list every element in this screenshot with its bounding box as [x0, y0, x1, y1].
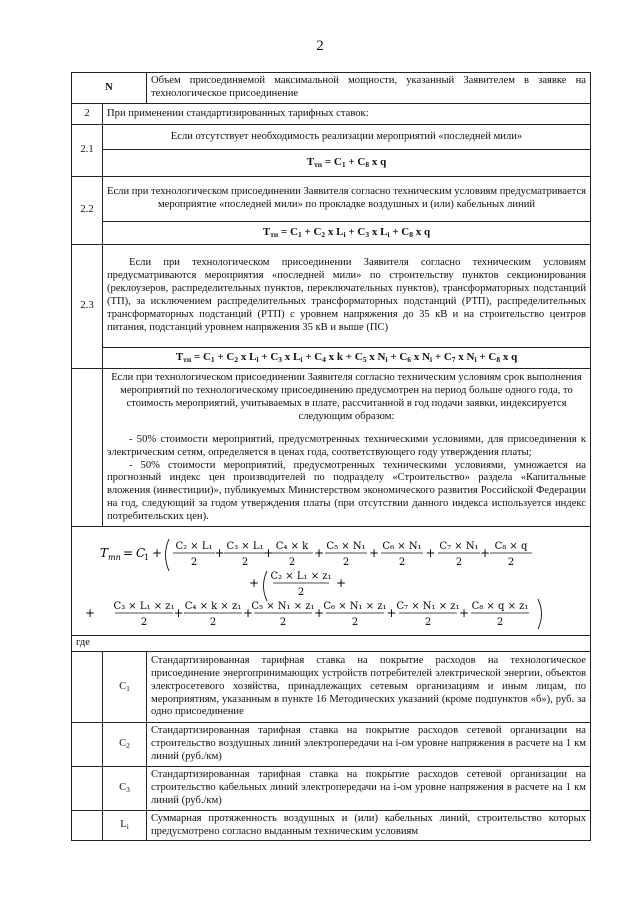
formula-term-6-denominator: 2 — [455, 557, 463, 569]
formula-plus-l3-3: + — [313, 606, 325, 621]
formula-term-l3-1-numerator: C₃ × L₁ × z₁ — [113, 601, 175, 613]
formula-term-1-denominator: 2 — [190, 557, 198, 569]
table-row — [72, 636, 591, 652]
indexation-cell — [103, 369, 591, 527]
formula-term-l3-3-denominator: 2 — [279, 617, 287, 629]
formula-plus-3: + — [313, 546, 325, 561]
formula-plus-l3-5: + — [458, 606, 470, 621]
formula-term-l3-4-denominator: 2 — [351, 617, 359, 629]
table-row — [72, 527, 591, 636]
formula-open-paren — [166, 539, 170, 571]
formula-term-3-numerator: C₄ × k — [275, 541, 309, 553]
page-number: 2 — [316, 38, 324, 54]
formula-term-4-numerator: C₅ × N₁ — [326, 541, 366, 553]
row-23-num: 2.3 — [72, 245, 103, 369]
formula-term-l3-1-denominator: 2 — [140, 617, 148, 629]
row-21-formula: $Т_{тп} = С_1 + С_8$ х q — [103, 150, 591, 177]
formula-term-l3-2-numerator: C₄ × k × z₁ — [184, 601, 242, 613]
formula-term-l3-5-numerator: C₇ × N₁ × z₁ — [396, 601, 460, 613]
formula-plus-l3-4: + — [386, 606, 397, 621]
def-symbol-c3: $С_3$ — [103, 766, 147, 810]
formula-term-5-denominator: 2 — [398, 557, 406, 569]
def-text-li: Суммарная протяженность воздушных и (или) кабельных линий, строительство которых предусмотрено согласно выданным техническим условиям — [147, 810, 591, 841]
formula-term-5-numerator: C₆ × N₁ — [382, 541, 422, 553]
formula-term-l2-denominator: 2 — [297, 587, 305, 599]
def-text-c2: Стандартизированная тарифная ставка на покрытие расходов сетевой организации на строительство воздушных линий электропередачи на i-ом уровне напряжения в расчете на 1 км линий (руб./км) — [147, 723, 591, 767]
formula-plus-6: + — [479, 546, 491, 561]
formula-plus-2: + — [263, 546, 274, 561]
table-row — [72, 125, 591, 150]
formula-open-paren-2 — [264, 571, 268, 601]
row-n-symbol: N — [72, 73, 147, 104]
table-row — [72, 810, 591, 841]
row-2-text: При применении стандартизированных тарифных ставок: — [103, 104, 591, 125]
formula-term-4-denominator: 2 — [342, 557, 350, 569]
table-row — [72, 245, 591, 348]
where-label: где — [72, 636, 591, 652]
formula-equals: = — [123, 546, 134, 561]
row-22-num: 2.2 — [72, 177, 103, 245]
table-row — [72, 222, 591, 245]
formula-term-l3-2-denominator: 2 — [209, 617, 217, 629]
formula-lhs-sub: тп — [108, 553, 121, 563]
formula-plus-l3-2: + — [242, 606, 254, 621]
formula-term-l3-6-denominator: 2 — [496, 617, 504, 629]
def-symbol-c1: $С_1$ — [103, 652, 147, 723]
indexation-bullet-1: - 50% стоимости мероприятий, предусмотренных техническими условиями, для присоединения к электрическим сетям, определяется в ценах года, соответствующего году утверждения платы; — [107, 433, 586, 458]
row-22-text: Если при технологическом присоединении Заявителя согласно техническим условиям предусматривается мероприятие «последней мили» по прокладке воздушных и (или) кабельных линий — [103, 177, 591, 222]
row-21-text: Если отсутствует необходимость реализации мероприятий «последней мили» — [103, 125, 591, 150]
indexed-formula — [72, 527, 591, 636]
def-symbol-c2: $С_2$ — [103, 723, 147, 767]
formula-plus-l3-1: + — [173, 606, 184, 621]
table-row — [72, 348, 591, 369]
formula-term-2-denominator: 2 — [241, 557, 249, 569]
indexation-bullet-2: - 50% стоимости мероприятий, предусмотренных техническими условиями, умножается на прогнозный индекс цен производителей по подразделу «Строительство» раздела «Капитальные вложения (инвестиции)», публикуемых Министерством экономического развития Российской Федерации на год, следующий за годом утверждения платы (при отсутствии данного индекса используется индекс потребительских цен). — [107, 459, 586, 523]
formula-plus-4: + — [368, 546, 380, 561]
formula-term-l2-numerator: C₂ × L₁ × z₁ — [270, 571, 332, 583]
row-22-formula: $Т_{тп} = С_1 + С_2$ х $L_i + С_3$ х $L_i + С_8$ х q — [103, 222, 591, 245]
formula-c1-sub: 1 — [144, 553, 150, 563]
row-23-formula: $Т_{тп} = С_1 + С_2$ х $L_i + С_3$ х $L_i + С_4$ х $k + С_5$ х $N_i + С_6$ х $N_i + С_7$ х $N_i + С_8$ х q — [103, 348, 591, 369]
formula-lhs-t: Т — [100, 546, 109, 561]
indexation-intro: Если при технологическом присоединении Заявителя согласно техническим условиям срок выполнения мероприятий по технологическому присоединению предусмотрен на период больше одного года, то стоимость мероприятий, учитываемых в плате, рассчитанной в год подачи заявки, индексируется следующим образом: — [111, 372, 582, 422]
formula-term-l3-5-denominator: 2 — [424, 617, 432, 629]
formula-term-3-denominator: 2 — [288, 557, 296, 569]
formula-term-1-numerator: C₂ × L₁ — [175, 541, 213, 553]
table-row — [72, 104, 591, 125]
table-row — [72, 652, 591, 723]
def-text-c1: Стандартизированная тарифная ставка на покрытие расходов на технологическое присоединение энергопринимающих устройств потребителей электрической энергии, объектов электросетевого хозяйства, принадлежащих сетевым организациям и иным лицам, по мероприятиям, указанным в пункте 16 Методических указаний (кроме подпунктов «б»), руб. за одно присоединение — [147, 652, 591, 723]
table-row — [72, 177, 591, 222]
formula-term-l3-6-numerator: C₈ × q × z₁ — [471, 601, 529, 613]
formula-c1: C — [136, 546, 146, 561]
formula-term-6-numerator: C₇ × N₁ — [439, 541, 479, 553]
formula-term-l3-3-numerator: C₅ × N₁ × z₁ — [251, 601, 315, 613]
row-23-text: Если при технологическом присоединении Заявителя согласно техническим условиям предусматриваются мероприятия «последней мили» по строительству пунктов секционирования (реклоузеров, распределительных пунктов, переключательных пунктов), трансформаторных подстанций (ТП), за исключением распределительных трансформаторных подстанций (РТП), распределительных трансформаторных подстанций (РТП) с уровнем напряжения до 35 кВ и на строительство центров питания, подстанций уровнем напряжения 35 кВ и выше (ПС) — [103, 245, 591, 348]
table-row — [72, 73, 591, 104]
table-row — [72, 766, 591, 810]
tariff-table — [71, 72, 591, 841]
formula-term-7-denominator: 2 — [507, 557, 515, 569]
table-row — [72, 723, 591, 767]
def-symbol-li: $L_i$ — [103, 810, 147, 841]
table-row — [72, 150, 591, 177]
formula-plus-l3: + — [84, 606, 96, 621]
formula-term-2-numerator: C₃ × L₁ — [226, 541, 264, 553]
formula-term-7-numerator: C₈ × q — [494, 541, 528, 553]
formula-close-paren — [538, 599, 542, 629]
formula-plus: + — [152, 546, 163, 561]
formula-plus-1: + — [214, 546, 225, 561]
formula-plus-5: + — [425, 546, 436, 561]
formula-term-l3-4-numerator: C₆ × N₁ × z₁ — [323, 601, 387, 613]
formula-plus-l2: + — [248, 576, 260, 591]
def-text-c3: Стандартизированная тарифная ставка на покрытие расходов сетевой организации на строительство кабельных линий электропередачи на i-ом уровне напряжения в расчете на 1 км линий (руб./км) — [147, 766, 591, 810]
row-2-num: 2 — [72, 104, 103, 125]
table-row — [72, 369, 591, 527]
row-21-num: 2.1 — [72, 125, 103, 177]
row-n-text: Объем присоединяемой максимальной мощности, указанный Заявителем в заявке на технологическое присоединение — [147, 73, 591, 104]
formula-plus-l2b: + — [335, 576, 347, 591]
indexed-formula-svg — [76, 529, 595, 633]
